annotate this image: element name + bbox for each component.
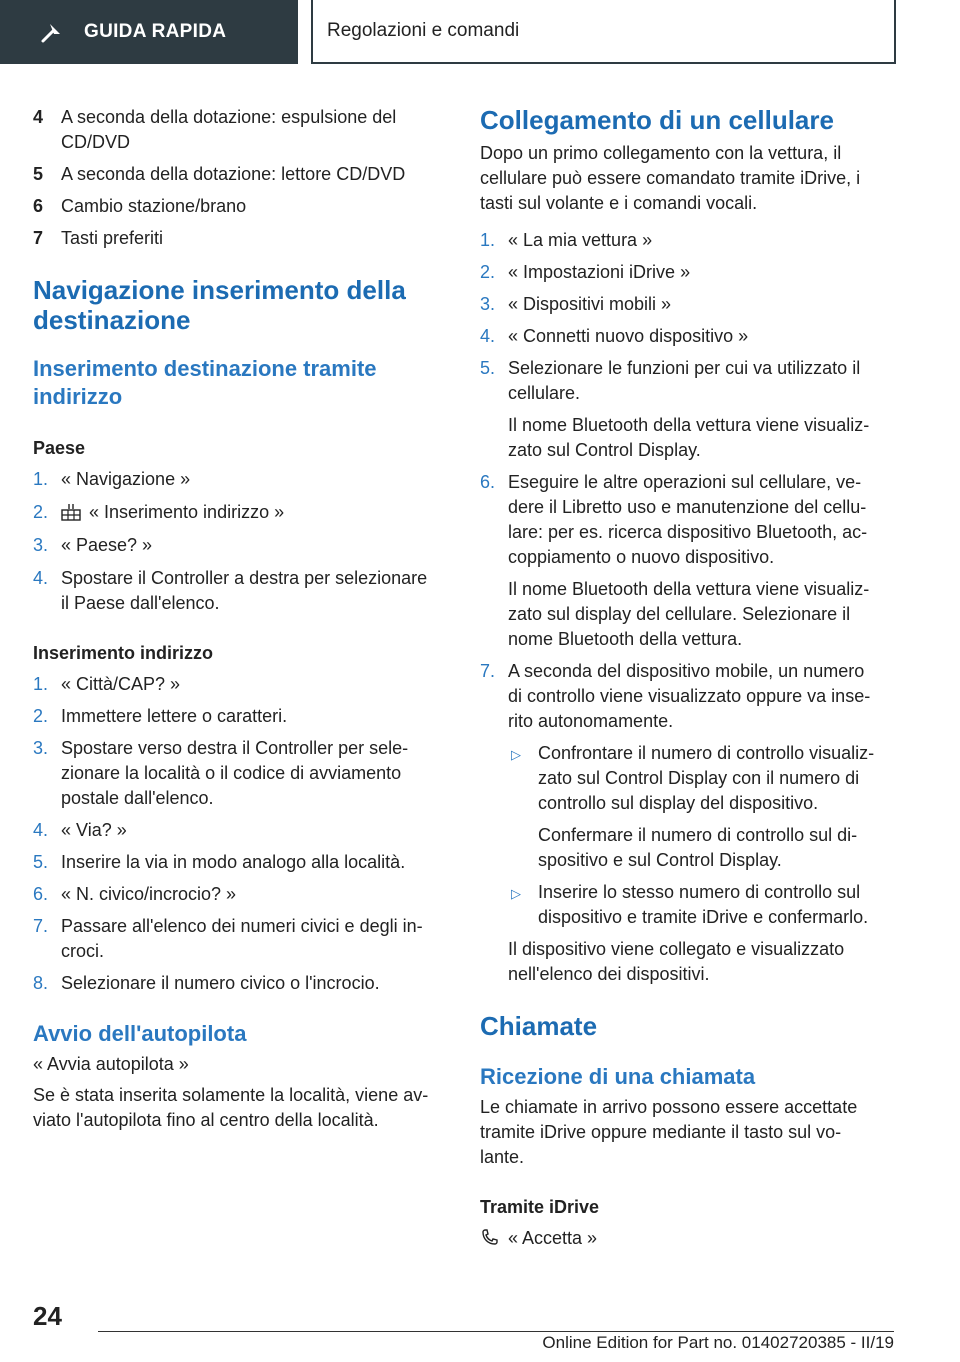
phone-steps-list: [480, 228, 894, 987]
autopilot-command: « Avvia autopilota »: [33, 1054, 189, 1074]
list-item: 1. « La mia vettura »: [480, 230, 653, 250]
list-item: 3. « Dispositivi mobili »: [480, 294, 672, 314]
list-item: 4 A seconda della dotazione: espulsione del CD/DVD: [33, 107, 397, 152]
page-number: 24: [33, 1301, 62, 1331]
accept-command: « Accetta »: [480, 1226, 894, 1251]
list-item: 7. Passare all'elenco dei numeri civici e degli in- croci.: [33, 916, 423, 961]
footer-divider: [98, 1331, 894, 1332]
list-item: 3. Spostare verso destra il Controller per sele- zionare la località o il codice di avviamento postale dall'elenco.: [33, 738, 409, 808]
receive-call-heading: Ricezione di una chiamata: [480, 1064, 756, 1089]
step-note: Il nome Bluetooth della vettura viene visualiz- zato sul display del cellulare. Selezionare il nome Bluetooth della vettura.: [508, 579, 870, 649]
triangle-bullet-icon: ▷: [511, 747, 521, 762]
header-section-tab: [0, 0, 298, 64]
control-items-list: [33, 105, 447, 251]
idrive-heading: Tramite iDrive: [480, 1197, 600, 1217]
calls-heading: Chiamate: [480, 1011, 598, 1041]
right-column: [480, 105, 894, 1251]
phone-connection-heading: Collegamento di un cellulare: [480, 105, 834, 135]
list-item: 7 Tasti preferiti: [33, 228, 164, 248]
country-heading: Paese: [33, 438, 86, 458]
phone-icon: [480, 1229, 500, 1247]
list-item: 6. « N. civico/incrocio? »: [33, 884, 237, 904]
step-note: Il nome Bluetooth della vettura viene visualiz- zato sul Control Display.: [508, 415, 870, 460]
country-steps-list: [33, 467, 447, 616]
navigation-heading: Navigazione inserimento della destinazione: [33, 275, 406, 335]
autopilot-text: Se è stata inserita solamente la località, viene av- viato l'autopilota fino al centro della località.: [33, 1085, 429, 1130]
header-chapter-label: Regolazioni e comandi: [327, 20, 520, 41]
receive-call-text: Le chiamate in arrivo possono essere accettate tramite iDrive oppure mediante il tasto sul vo- lante.: [480, 1097, 858, 1167]
list-item: 6. Eseguire le altre operazioni sul cellulare, ve- dere il Libretto uso e manutenzione del cellu- lare: per es. ricerca dispositivo Bluetooth, ac- coppiamento o nuovo dispositivo.: [480, 472, 868, 567]
list-item: 3. « Paese? »: [33, 535, 153, 555]
list-item: 8. Selezionare il numero civico o l'incrocio.: [33, 973, 380, 993]
list-item: 4. « Via? »: [33, 820, 127, 840]
list-item: 2. « Impostazioni iDrive »: [480, 262, 691, 282]
triangle-bullet-icon: ▷: [511, 886, 521, 901]
list-item: 4. « Connetti nuovo dispositivo »: [480, 326, 749, 346]
bullet-note: Confermare il numero di controllo sul di- spositivo e sul Control Display.: [538, 825, 858, 870]
address-heading: Inserimento indirizzo: [33, 643, 214, 663]
header-section-label: GUIDA RAPIDA: [84, 21, 227, 42]
list-item: 5. Selezionare le funzioni per cui va utilizzato il cellulare.: [480, 358, 861, 403]
address-steps-list: [33, 672, 447, 996]
list-item: 5. Inserire la via in modo analogo alla località.: [33, 852, 406, 872]
bullet-item: ▷ Inserire lo stesso numero di controllo sul dispositivo e tramite iDrive e confermarlo.: [480, 880, 894, 930]
list-item: 7. A seconda del dispositivo mobile, un numero di controllo viene visualizzato oppure va inse- rito autonomamente.: [480, 661, 871, 731]
list-item: 4. Spostare il Controller a destra per selezionare il Paese dall'elenco.: [33, 568, 428, 613]
menu-grid-icon: [61, 503, 81, 521]
list-item: 6 Cambio stazione/brano: [33, 196, 247, 216]
autopilot-heading: Avvio dell'autopilota: [33, 1021, 247, 1046]
bullet-item: ▷ Confrontare il numero di controllo visualiz- zato sul Control Display con il numero di controllo sul display del dispositivo.: [480, 741, 894, 816]
list-item: 1. « Città/CAP? »: [33, 674, 181, 694]
phone-connection-intro: Dopo un primo collegamento con la vettura, il cellulare può essere comandato tramite iDrive, i tasti sul volante e i comandi vocali.: [480, 143, 861, 213]
quick-guide-icon: [40, 20, 64, 44]
header-chapter-tab: [311, 0, 896, 64]
footer-edition: Online Edition for Part no. 01402720385 - II/19: [542, 1333, 894, 1352]
list-item: 2. Immettere lettere o caratteri.: [33, 706, 288, 726]
list-item: 2. « Inserimento indirizzo »: [33, 502, 285, 522]
list-item: 5 A seconda della dotazione: lettore CD/DVD: [33, 164, 406, 184]
left-column: [33, 105, 447, 1133]
step-note: Il dispositivo viene collegato e visualizzato nell'elenco dei dispositivi.: [508, 939, 845, 984]
list-item: 1. « Navigazione »: [33, 469, 191, 489]
address-entry-heading: Inserimento destinazione tramite indirizzo: [33, 356, 377, 409]
